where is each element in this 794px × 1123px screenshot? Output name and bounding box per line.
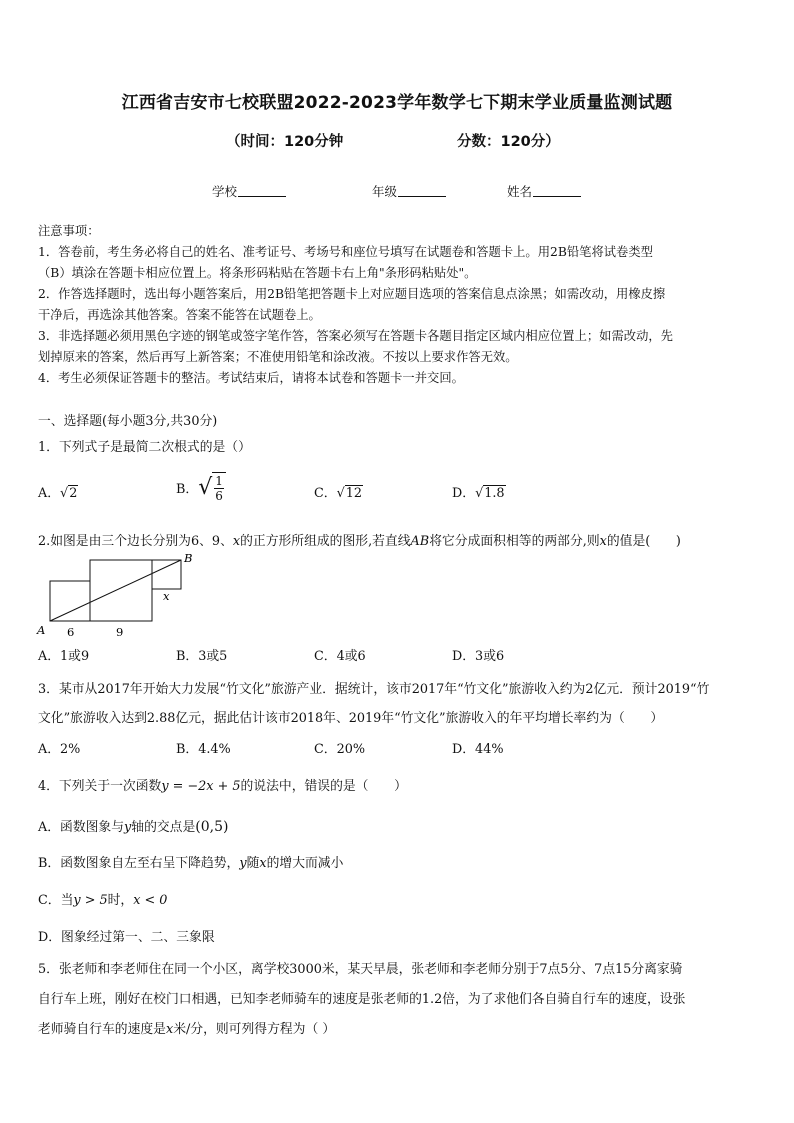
field-name-label: 姓名: [507, 184, 533, 199]
q3-option-c[interactable]: C．20%: [314, 742, 366, 757]
field-name-blank[interactable]: [533, 184, 581, 197]
q1-option-a-radicand: 2: [69, 486, 78, 501]
notes-line: 划掉原来的答案，然后再写上新答案；不准使用铅笔和涂改液。不按以上要求作答无效。: [38, 350, 518, 364]
q3-option-b[interactable]: B．4.4%: [176, 742, 231, 757]
notes-line: 2．作答选择题时，选出每小题答案后，用2B铅笔把答题卡上对应题目选项的答案信息点涂黑；如需改动，用橡皮擦: [38, 287, 666, 301]
square-x: [152, 560, 181, 589]
field-school-blank[interactable]: [238, 184, 286, 197]
notes-line: 干净后，再选涂其他答案。答案不能答在试题卷上。: [38, 308, 321, 322]
q2-stem: 2.如图是由三个边长分别为6、9、x的正方形所组成的图形,若直线AB将它分成面积相等的两部分,则x的值是( ): [38, 534, 681, 549]
q5-line2: 自行车上班，刚好在校门口相遇，已知李老师骑车的速度是张老师的1.2倍，为了求他们各自骑自行车的速度，设张: [38, 992, 686, 1007]
field-school[interactable]: [212, 182, 286, 200]
q2-option-b[interactable]: B．3或5: [176, 649, 228, 664]
q2-figure: [34, 550, 194, 642]
notes-line: 4．考生必须保证答题卡的整洁。考试结束后，请将本试卷和答题卡一并交回。: [38, 371, 464, 385]
q4-formula: y = −2x + 5: [161, 779, 241, 794]
notes-line: 3．非选择题必须用黑色字迹的钢笔或签字笔作答，答案必须写在答题卡各题目指定区域内相应位置上；如需改动，先: [38, 329, 673, 343]
label-b: B: [184, 551, 193, 565]
q1-option-a[interactable]: A．√2: [38, 486, 78, 501]
q1-option-c-radicand: 12: [345, 486, 363, 501]
field-grade[interactable]: [372, 182, 446, 200]
square-6: [50, 581, 90, 621]
label-6: 6: [67, 625, 75, 639]
q1-stem: 1．下列式子是最简二次根式的是（）: [38, 440, 251, 455]
exam-time: （时间：120分钟: [226, 134, 344, 150]
q1-option-b-num: 1: [215, 474, 223, 488]
q5-line3: 老师骑自行车的速度是x米/分，则可列得方程为（ ）: [38, 1022, 336, 1037]
notes-line: 1．答卷前，考生务必将自己的姓名、准考证号、考场号和座位号填写在试题卷和答题卡上。用2B铅笔将试卷类型: [38, 245, 653, 259]
q1-option-c[interactable]: C．√12: [314, 486, 363, 501]
q3-option-a[interactable]: A．2%: [38, 742, 81, 757]
section-heading: 一、选择题(每小题3分,共30分): [38, 414, 218, 429]
q2-option-d[interactable]: D．3或6: [452, 649, 505, 664]
field-grade-blank[interactable]: [398, 184, 446, 197]
q3-option-d[interactable]: D．44%: [452, 742, 504, 757]
notes-block: [38, 221, 758, 389]
line-ab: [50, 560, 181, 621]
exam-score: 分数：120分）: [457, 134, 560, 150]
q4-option-c[interactable]: C．当y > 5时，x < 0: [38, 893, 168, 908]
q3-line1: 3．某市从2017年开始大力发展“竹文化”旅游产业．据统计，该市2017年“竹文化”旅游收入约为2亿元．预计2019“竹: [38, 682, 710, 697]
q4-option-b[interactable]: B．函数图象自左至右呈下降趋势，y随x的增大而减小: [38, 856, 344, 871]
field-grade-label: 年级: [372, 184, 398, 199]
q2-option-c[interactable]: C．4或6: [314, 649, 366, 664]
square-9: [90, 560, 152, 621]
q2-option-a[interactable]: A．1或9: [38, 649, 90, 664]
label-x: x: [163, 589, 170, 603]
q4-stem: 4．下列关于一次函数y = −2x + 5的说法中，错误的是（ ）: [38, 779, 407, 794]
field-school-label: 学校: [212, 184, 238, 199]
q1-option-b-den: 6: [215, 489, 223, 503]
label-9: 9: [116, 625, 124, 639]
exam-title: 江西省吉安市七校联盟2022-2023学年数学七下期末学业质量监测试题: [121, 93, 673, 113]
q5-line1: 5．张老师和李老师住在同一个小区，离学校3000米，某天早晨，张老师和李老师分别于7点5分、7点15分离家骑: [38, 962, 683, 977]
q4-option-a[interactable]: A．函数图象与y轴的交点是(0,5): [38, 819, 229, 835]
notes-heading: 注意事项：: [38, 224, 100, 238]
q4-option-d[interactable]: D．图象经过第一、二、三象限: [38, 930, 215, 945]
label-a: A: [37, 623, 46, 637]
q1-option-b[interactable]: B．√ $\frac{1}{6}$: [176, 472, 226, 503]
q3-line2: 文化”旅游收入达到2.88亿元，据此估计该市2018年、2019年“竹文化”旅游收入的年平均增长率约为（ ）: [38, 711, 664, 726]
q1-option-d-radicand: 1.8: [484, 486, 505, 501]
field-name[interactable]: [507, 182, 581, 200]
q1-option-d[interactable]: D．√1.8: [452, 486, 505, 501]
notes-line: （B）填涂在答题卡相应位置上。将条形码粘贴在答题卡右上角"条形码粘贴处"。: [38, 266, 477, 280]
